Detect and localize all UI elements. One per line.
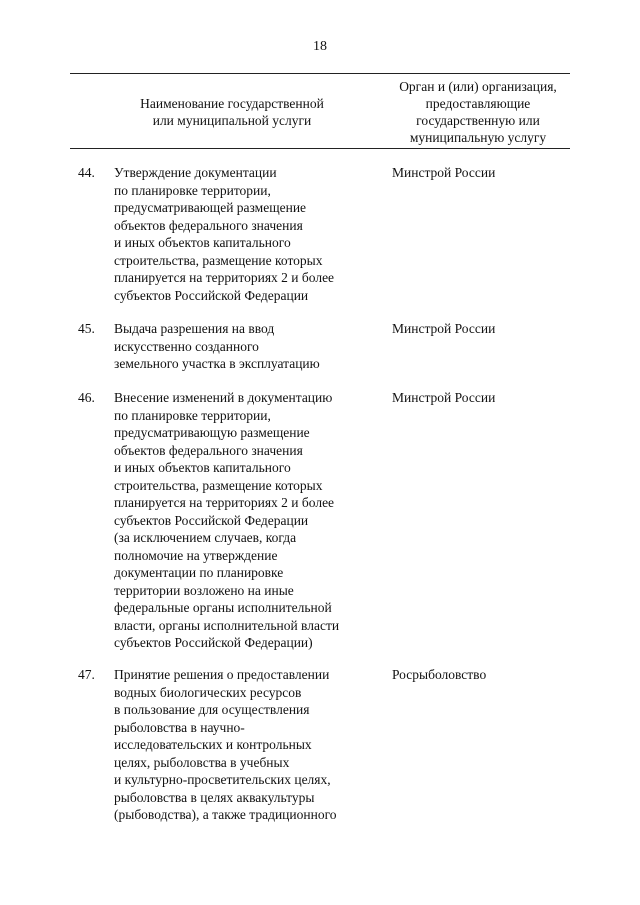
row-number: 45. <box>78 321 95 336</box>
service-name-line: по планировке территории, <box>114 407 271 423</box>
service-name-line: субъектов Российской Федерации <box>114 287 309 303</box>
table-header-bottom-rule <box>70 148 570 149</box>
responsible-organization: Минстрой России <box>392 390 496 405</box>
service-name-line: искусственно созданного <box>114 338 259 354</box>
column-header-organization-line: государственную или <box>416 113 540 128</box>
column-header-organization-line: Орган и (или) организация, <box>399 79 557 94</box>
service-name-line: планируется на территориях 2 и более <box>114 270 335 285</box>
service-name <box>114 666 384 824</box>
service-name-line: (за исключением случаев, когда <box>114 530 297 545</box>
service-name-line: по планировке территории, <box>114 182 271 198</box>
page-number: 18 <box>313 39 327 54</box>
service-name-line: водных биологических ресурсов <box>114 684 302 700</box>
service-name-line: Внесение изменений в документацию <box>114 390 333 405</box>
service-name-line: исследовательских и контрольных <box>114 737 312 752</box>
service-name <box>114 164 384 304</box>
service-name-line: Принятие решения о предоставлении <box>114 667 330 682</box>
service-name-line: субъектов Российской Федерации) <box>114 635 313 650</box>
column-header-service-line: Наименование государственной <box>140 96 324 111</box>
service-name-line: строительства, размещение которых <box>114 477 323 493</box>
responsible-organization: Росрыболовство <box>392 667 487 682</box>
service-name-line: планируется на территориях 2 и более <box>114 495 335 510</box>
service-name-line: и иных объектов капитального <box>114 460 291 475</box>
service-name-line: полномочие на утверждение <box>114 547 278 563</box>
service-name-line: территории возложено на иные <box>114 582 294 598</box>
service-name-line: предусматривающую размещение <box>114 425 310 440</box>
service-name <box>114 389 384 652</box>
service-name-line: объектов федерального значения <box>114 442 303 458</box>
service-name-line: рыболовства в целях аквакультуры <box>114 789 315 805</box>
service-name <box>114 320 384 373</box>
service-name-line: Утверждение документации <box>114 165 277 180</box>
service-name-line: объектов федерального значения <box>114 217 303 233</box>
service-name-line: строительства, размещение которых <box>114 252 323 268</box>
service-name-line: Выдача разрешения на ввод <box>114 321 275 336</box>
service-name-line: федеральные органы исполнительной <box>114 600 332 615</box>
column-header-service-line: или муниципальной услуги <box>152 113 312 128</box>
column-header-organization <box>382 78 574 146</box>
column-header-organization-line: предоставляющие <box>425 96 531 111</box>
service-name-line: предусматривающей размещение <box>114 200 307 215</box>
service-name-line: (рыбоводства), а также традиционного <box>114 807 337 822</box>
table-top-rule <box>70 73 570 74</box>
service-name-line: целях, рыболовства в учебных <box>114 754 290 770</box>
service-name-line: документации по планировке <box>114 565 284 580</box>
column-header-organization-line: муниципальную услугу <box>409 130 547 145</box>
service-name-line: власти, органы исполнительной власти <box>114 617 340 633</box>
responsible-organization: Минстрой России <box>392 165 496 180</box>
service-name-line: и культурно-просветительских целях, <box>114 772 331 787</box>
row-number: 46. <box>78 390 95 405</box>
service-name-line: субъектов Российской Федерации <box>114 512 309 528</box>
row-number: 44. <box>78 165 95 180</box>
responsible-organization: Минстрой России <box>392 321 496 336</box>
service-name-line: рыболовства в научно- <box>114 719 245 735</box>
row-number: 47. <box>78 667 95 682</box>
service-name-line: земельного участка в эксплуатацию <box>114 356 320 371</box>
service-name-line: и иных объектов капитального <box>114 235 291 250</box>
service-name-line: в пользование для осуществления <box>114 702 310 717</box>
column-header-service <box>74 95 390 129</box>
